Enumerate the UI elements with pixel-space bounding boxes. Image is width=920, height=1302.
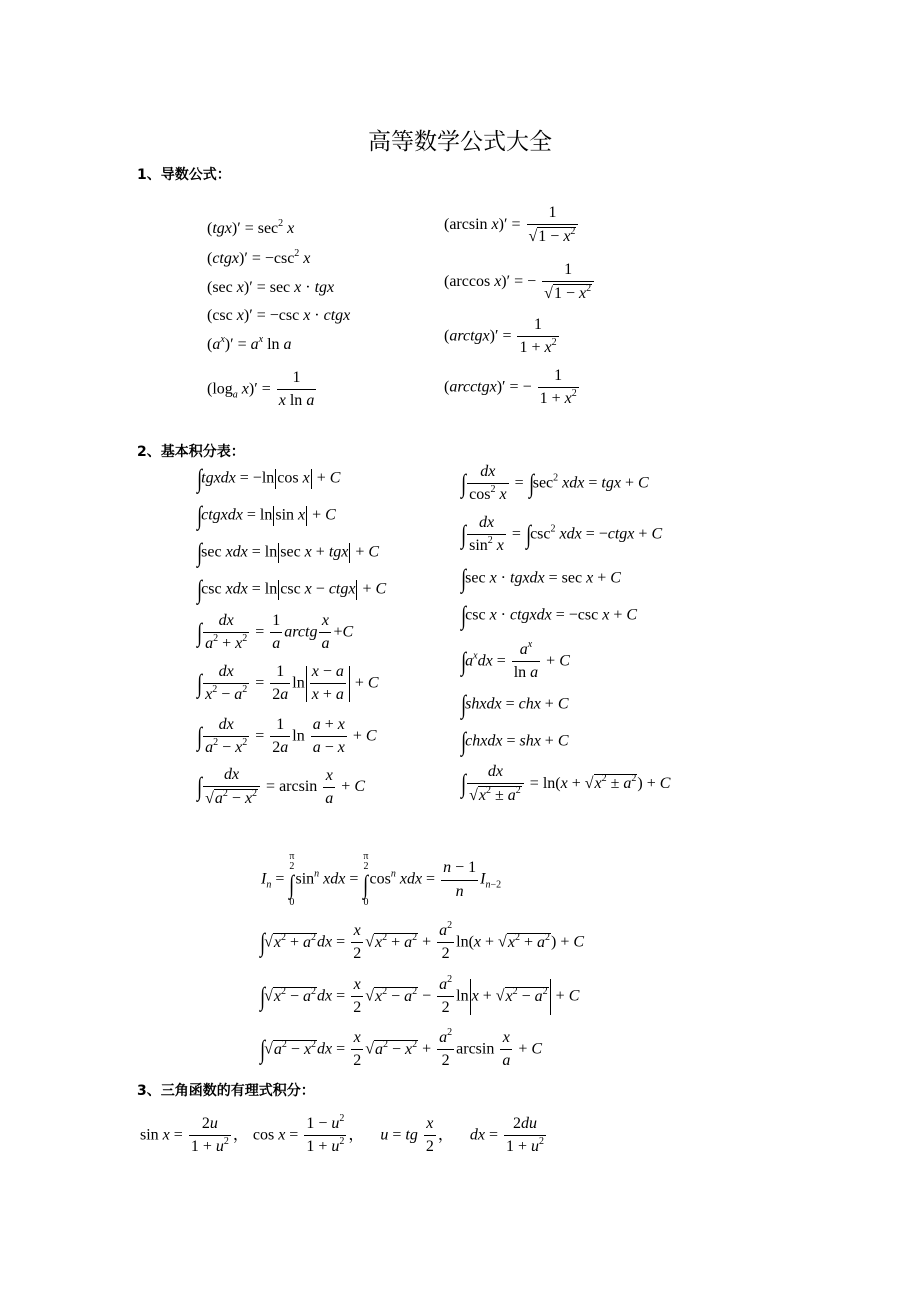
formula-integral-tg: ∫tgxdx = −ln cos x + C [197,464,341,493]
formula-derivative-arctg: (arctgx)′ = $\frac{1}{1 + x^2}$ [444,316,557,357]
formula-derivative-tg: $(tgx)' = \sec^2 x$ [207,218,295,237]
section-heading-integrals: 2、基本积分表： [137,444,245,460]
formula-reduction: $I_n$ = π 2 ∫ 0 $\sin^n$ xdx = π 2 ∫ 0 $\cos^n$ xdx = $\frac{n - 1}{n}$ $I_{n-2}$ [261,851,502,908]
formula-integral-exp: $\int a^xdx$ = $\frac{a^x}{\text{ln a}}$ + C [461,639,570,682]
formula-derivative-log: ($\log_a$ x)′ = $\frac{1}{\text{x ln a}}$ [207,369,315,410]
formula-integral-sqrt-x2-minus-a2: $\int√x^2 - a^2dx$ = $\frac{x}{2}$ $√x^2 - a^2$ − $\frac{a^2}{2}$ $\ln x + √x^2 - a^2 + C$ [260,974,580,1017]
formula-derivative-arccos: (arccos x)′ = − $\frac{1}{√1 - x^2}$ [444,261,596,304]
section-heading-trig-rational: 3、三角函数的有理式积分： [137,1083,315,1099]
section-heading-derivatives: 1、导数公式： [137,167,231,183]
formula-integral-arcsin: ∫ $\frac{dx}{√a^2 - x^2}$ = arcsin $\frac{x}{a}$ + C [197,766,365,808]
formula-integral-ch: ∫chxdx = shx + C [461,727,569,756]
formula-integral-sec-tg: ∫sec x · tgxdx = sec x + C [461,564,621,593]
formula-integral-sin2: ∫ $\frac{dx}{\sin^2 x}$ = $\int\csc^2$ xdx = −ctgx + C [461,514,663,555]
formula-integral-a2-plus-x2: ∫ $\frac{dx}{a^2 + x^2}$ = $\frac{1}{a}$ arctg $\frac{x}{a}$ +C [197,612,354,653]
formula-derivative-exp: $(a^x)' = a^x$ ln a [207,334,292,353]
formula-derivative-sec: (sec x)′ = sec x · tgx [207,279,335,296]
formula-integral-x2-minus-a2: ∫ $\frac{dx}{x^2 - a^2}$ = $\frac{1}{2a}$ ln $\frac{x - a}{x + a}$ + C [197,663,379,704]
formula-derivative-ctg: (ctgx)′ = $-\csc^2$ x [207,248,311,267]
formula-integral-a2-minus-x2: ∫ $\frac{dx}{a^2 - x^2}$ = $\frac{1}{2a}$ ln $\frac{a + x}{a - x}$ + C [197,716,377,757]
formula-integral-csc-ctg: ∫csc x · ctgxdx = −csc x + C [461,601,638,630]
formula-derivative-arcctg: (arcctgx)′ = − $\frac{1}{1 + x^2}$ [444,367,577,408]
formula-integral-sec: ∫sec xdx = ln sec x + tgx + C [197,538,380,567]
page-title: 高等数学公式大全 [368,129,552,155]
formula-derivative-arcsin: (arcsin x)′ = $\frac{1}{√1 - x^2}$ [444,204,580,247]
formula-integral-sqrt-a2-minus-x2: $\int√a^2 - x^2dx$ = $\frac{x}{2}$ $√a^2 - x^2$ + $\frac{a^2}{2}$ arcsin $\frac{x}{a}$ + C [260,1027,543,1070]
formula-integral-cos2: ∫ $\frac{dx}{\cos^2 x}$ = $\int\sec^2$ xdx = tgx + C [461,463,649,504]
formula-integral-sh: ∫shxdx = chx + C [461,690,569,719]
formula-integral-sqrt-x2-plus-a2: $\int√x^2 + a^2dx$ = $\frac{x}{2}$ $√x^2 + a^2$ + $\frac{a^2}{2}$ $\ln(x + √x^2 + a^2) + C$ [260,920,585,963]
formula-integral-ln-sqrt: ∫ $\frac{dx}{√x^2 \pm a^2}$ = $\ln(x + √x^2 \pm a^2) + C$ [461,763,671,805]
formula-weierstrass-substitution: sin x = $\frac{2u}{1 + u^2}$ ， cos x = $\frac{1 - u^2}{1 + u^2}$ ， u = tg $\frac{x}{2}$ ， dx = $\frac{2du}{1 + u^2}$ [140,1113,545,1156]
formula-integral-csc: ∫csc xdx = ln csc x − ctgx + C [197,575,387,604]
formula-integral-ctg: ∫ctgxdx = ln sin x + C [197,501,336,530]
formula-derivative-csc: (csc x)′ = −csc x · ctgx [207,307,351,324]
